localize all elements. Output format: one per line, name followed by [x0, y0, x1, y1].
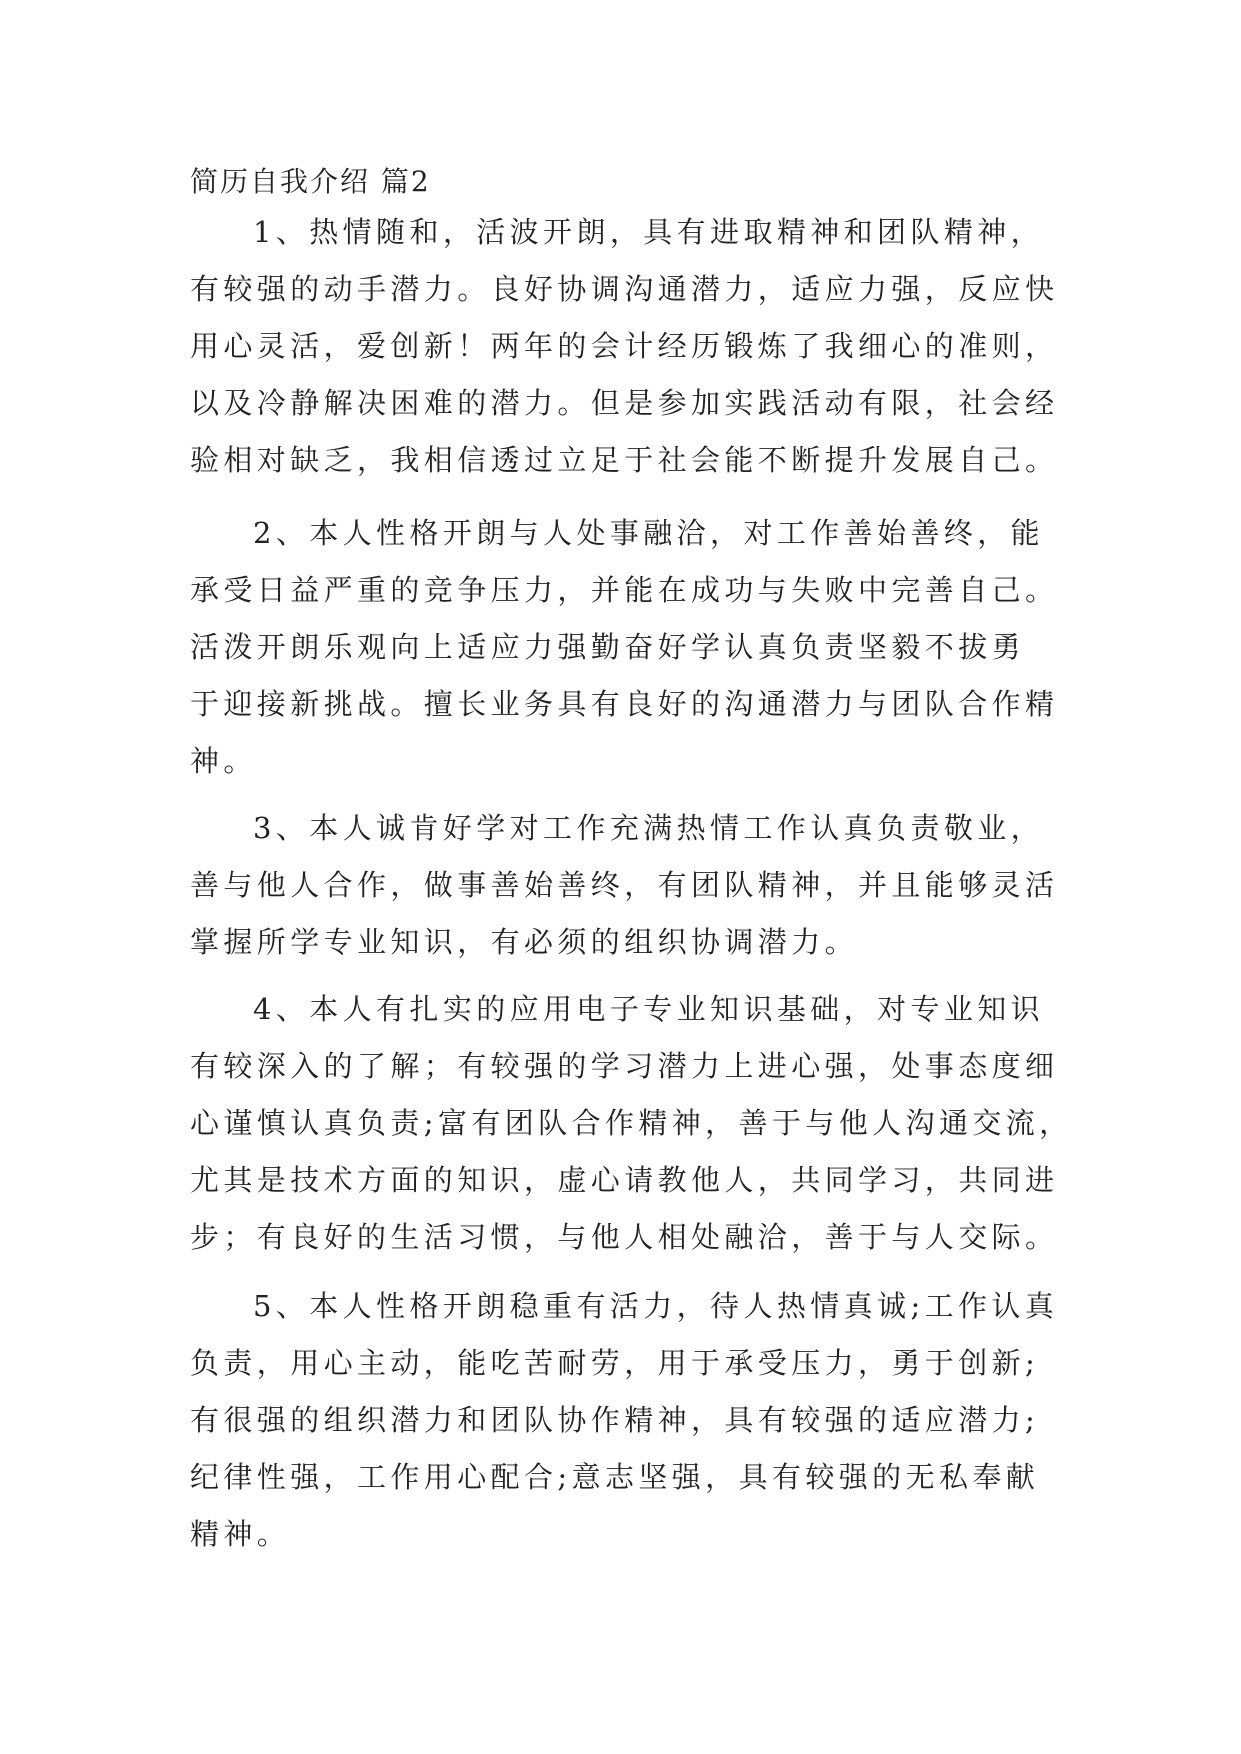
paragraph-line: 有较深入的了解；有较强的学习潜力上进心强，处事态度细 — [190, 1049, 1059, 1083]
paragraph-5 — [190, 1278, 1060, 1563]
paragraph-4 — [190, 981, 1073, 1266]
paragraph-line: 4、本人有扎实的应用电子专业知识基础，对专业知识 — [253, 992, 1045, 1026]
paragraph-line: 掌握所学专业知识，有必须的组织协调潜力。 — [190, 925, 859, 959]
paragraph-line: 2、本人性格开朗与人处事融洽，对工作善始善终，能 — [253, 516, 1045, 550]
paragraph-2 — [190, 505, 1060, 790]
paragraph-line: 3、本人诚肯好学对工作充满热情工作认真负责敬业， — [253, 811, 1045, 845]
paragraph-line: 活泼开朗乐观向上适应力强勤奋好学认真负责坚毅不拔勇 — [190, 630, 1026, 664]
paragraph-line: 有较强的动手潜力。良好协调沟通潜力，适应力强，反应快 — [190, 272, 1059, 306]
paragraph-line: 纪律性强，工作用心配合;意志坚强，具有较强的无私奉献 — [190, 1460, 1040, 1494]
paragraph-line: 承受日益严重的竞争压力，并能在成功与失败中完善自己。 — [190, 573, 1059, 607]
paragraph-line: 验相对缺乏，我相信透过立足于社会能不断提升发展自己。 — [190, 443, 1059, 477]
paragraph-line: 负责，用心主动，能吃苦耐劳，用于承受压力，勇于创新; — [190, 1346, 1040, 1380]
paragraph-line: 步；有良好的生活习惯，与他人相处融洽，善于与人交际。 — [190, 1220, 1059, 1254]
paragraph-line: 心谨慎认真负责;富有团队合作精神，善于与他人沟通交流， — [190, 1106, 1073, 1140]
paragraph-3 — [190, 800, 1060, 971]
paragraph-line: 有很强的组织潜力和团队协作精神，具有较强的适应潜力; — [190, 1403, 1040, 1437]
document-title: 简历自我介绍 篇2 — [190, 165, 431, 198]
paragraph-line: 5、本人性格开朗稳重有活力，待人热情真诚;工作认真 — [253, 1289, 1059, 1323]
paragraph-line: 神。 — [190, 744, 257, 778]
paragraph-line: 精神。 — [190, 1517, 291, 1551]
paragraph-line: 尤其是技术方面的知识，虚心请教他人，共同学习，共同进 — [190, 1163, 1059, 1197]
paragraph-line: 以及冷静解决困难的潜力。但是参加实践活动有限，社会经 — [190, 386, 1059, 420]
paragraph-line: 用心灵活，爱创新！两年的会计经历锻炼了我细心的准则， — [190, 329, 1059, 363]
paragraph-line: 善与他人合作，做事善始善终，有团队精神，并且能够灵活 — [190, 868, 1059, 902]
paragraph-line: 于迎接新挑战。擅长业务具有良好的沟通潜力与团队合作精 — [190, 687, 1059, 721]
paragraph-line: 1、热情随和，活波开朗，具有进取精神和团队精神， — [253, 215, 1045, 249]
paragraph-1 — [190, 204, 1060, 489]
